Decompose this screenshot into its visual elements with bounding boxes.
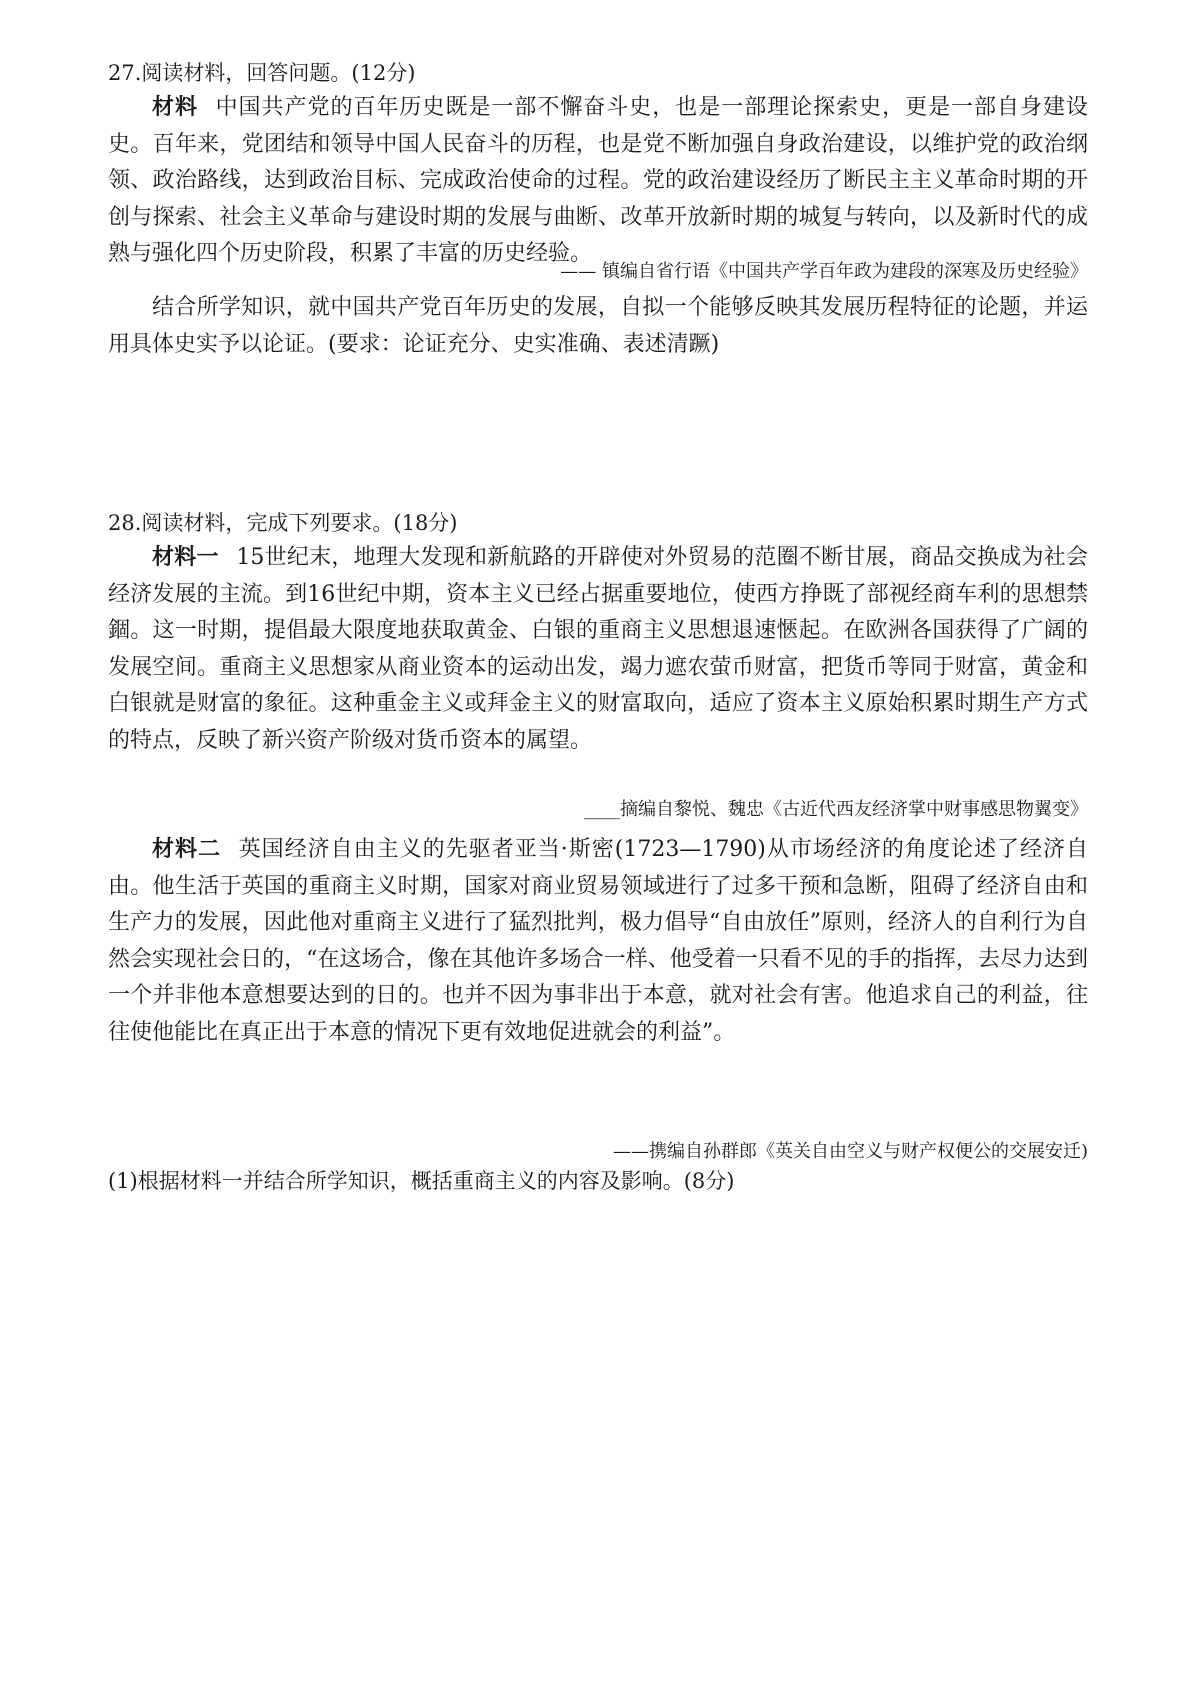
material-1-text: 15世纪末，地理大发现和新航路的开辟使对外贸易的范圈不断甘展，商品交换成为社会经济发展的主流。到16世纪中期，资本主义已经占据重要地位，使西方挣既了部视经商车利的思想禁錮。这一时期，提倡最大限度地获取黄金、白银的重商主义思想退速愜起。在欧洲各国获得了广阔的发展空间。重商主义思想家从商业资本的运动出发，竭力遮农萤币财富，把货币等同于财富，黄金和白银就是财富的象征。这种重金主义或拜金主义的财富取向，适应了资本主义原始积累时期生产方式的特点，反映了新兴资产阶级对货币资本的属望。 xyxy=(108,545,1088,753)
question-27-task: 结合所学知识，就中国共产党百年历史的发展，自拟一个能够反映其发展历程特征的论题，并运用具体史实予以论证。(要求：论证充分、史实准确、表述清蹶) xyxy=(108,295,1088,357)
question-27-source: —— 镇编自省行语《中国共产学百年政为建段的深寒及历史经验》 xyxy=(560,261,1088,282)
question-27-material xyxy=(108,90,1088,273)
question-28-material-2-source: ——携编自孙群郎《英关自由空义与财产权便公的交展安迁) xyxy=(612,1141,1088,1162)
question-28-material-2 xyxy=(108,832,1088,1051)
question-28-header: 28.阅读材料，完成下列要求。(18分) xyxy=(108,511,458,535)
question-28-material-1-source: ____摘编自黎悦、魏忠《古近代西友经济掌中财事感思物翼变》 xyxy=(584,799,1088,820)
question-28-sub-question-1: (1)根据材料一并结合所学知识，概括重商主义的内容及影响。(8分) xyxy=(108,1169,735,1193)
question-28-material-1 xyxy=(108,540,1088,759)
material-2-label: 材料二 xyxy=(152,837,222,862)
material-2-text: 英国经济自由主义的先驱者亚当·斯密(1723—1790)从市场经济的角度论述了经济自由。他生活于英国的重商主义时期，国家对商业贸易领域进行了过多干预和急断，阻碍了经济自由和生产力的发展，因此他对重商主义进行了猛烈批判，极力倡导“自由放任”原则，经济人的自利行为自然会实现社会日的，“在这场合，像在其他许多场合一样、他受着一只看不见的手的指挥，去尽力达到一个并非他本意想要达到的日的。也并不因为事非出于本意，就对社会有害。他追求自己的利益，往往使他能比在真正出于本意的情况下更有效地促进就会的利益”。 xyxy=(108,837,1088,1045)
material-text: 中国共产党的百年历史既是一部不懈奋斗史，也是一部理论探索史，更是一部自身建设史。百年来，党团结和领导中国人民奋斗的历程，也是党不断加强自身政治建设，以维护党的政治纲领、政治路线，达到政治目标、完成政治使命的过程。党的政治建设经历了断民主主义革命时期的开创与探索、社会主义革命与建设时期的发展与曲断、改革开放新时期的城复与转向，以及新时代的成熟与强化四个历史阶段，积累了丰富的历史经验。 xyxy=(108,95,1088,266)
material-1-label: 材料一 xyxy=(152,545,219,570)
material-label: 材料 xyxy=(152,95,198,120)
question-27-header: 27.阅读材料，回答问题。(12分) xyxy=(108,61,416,85)
